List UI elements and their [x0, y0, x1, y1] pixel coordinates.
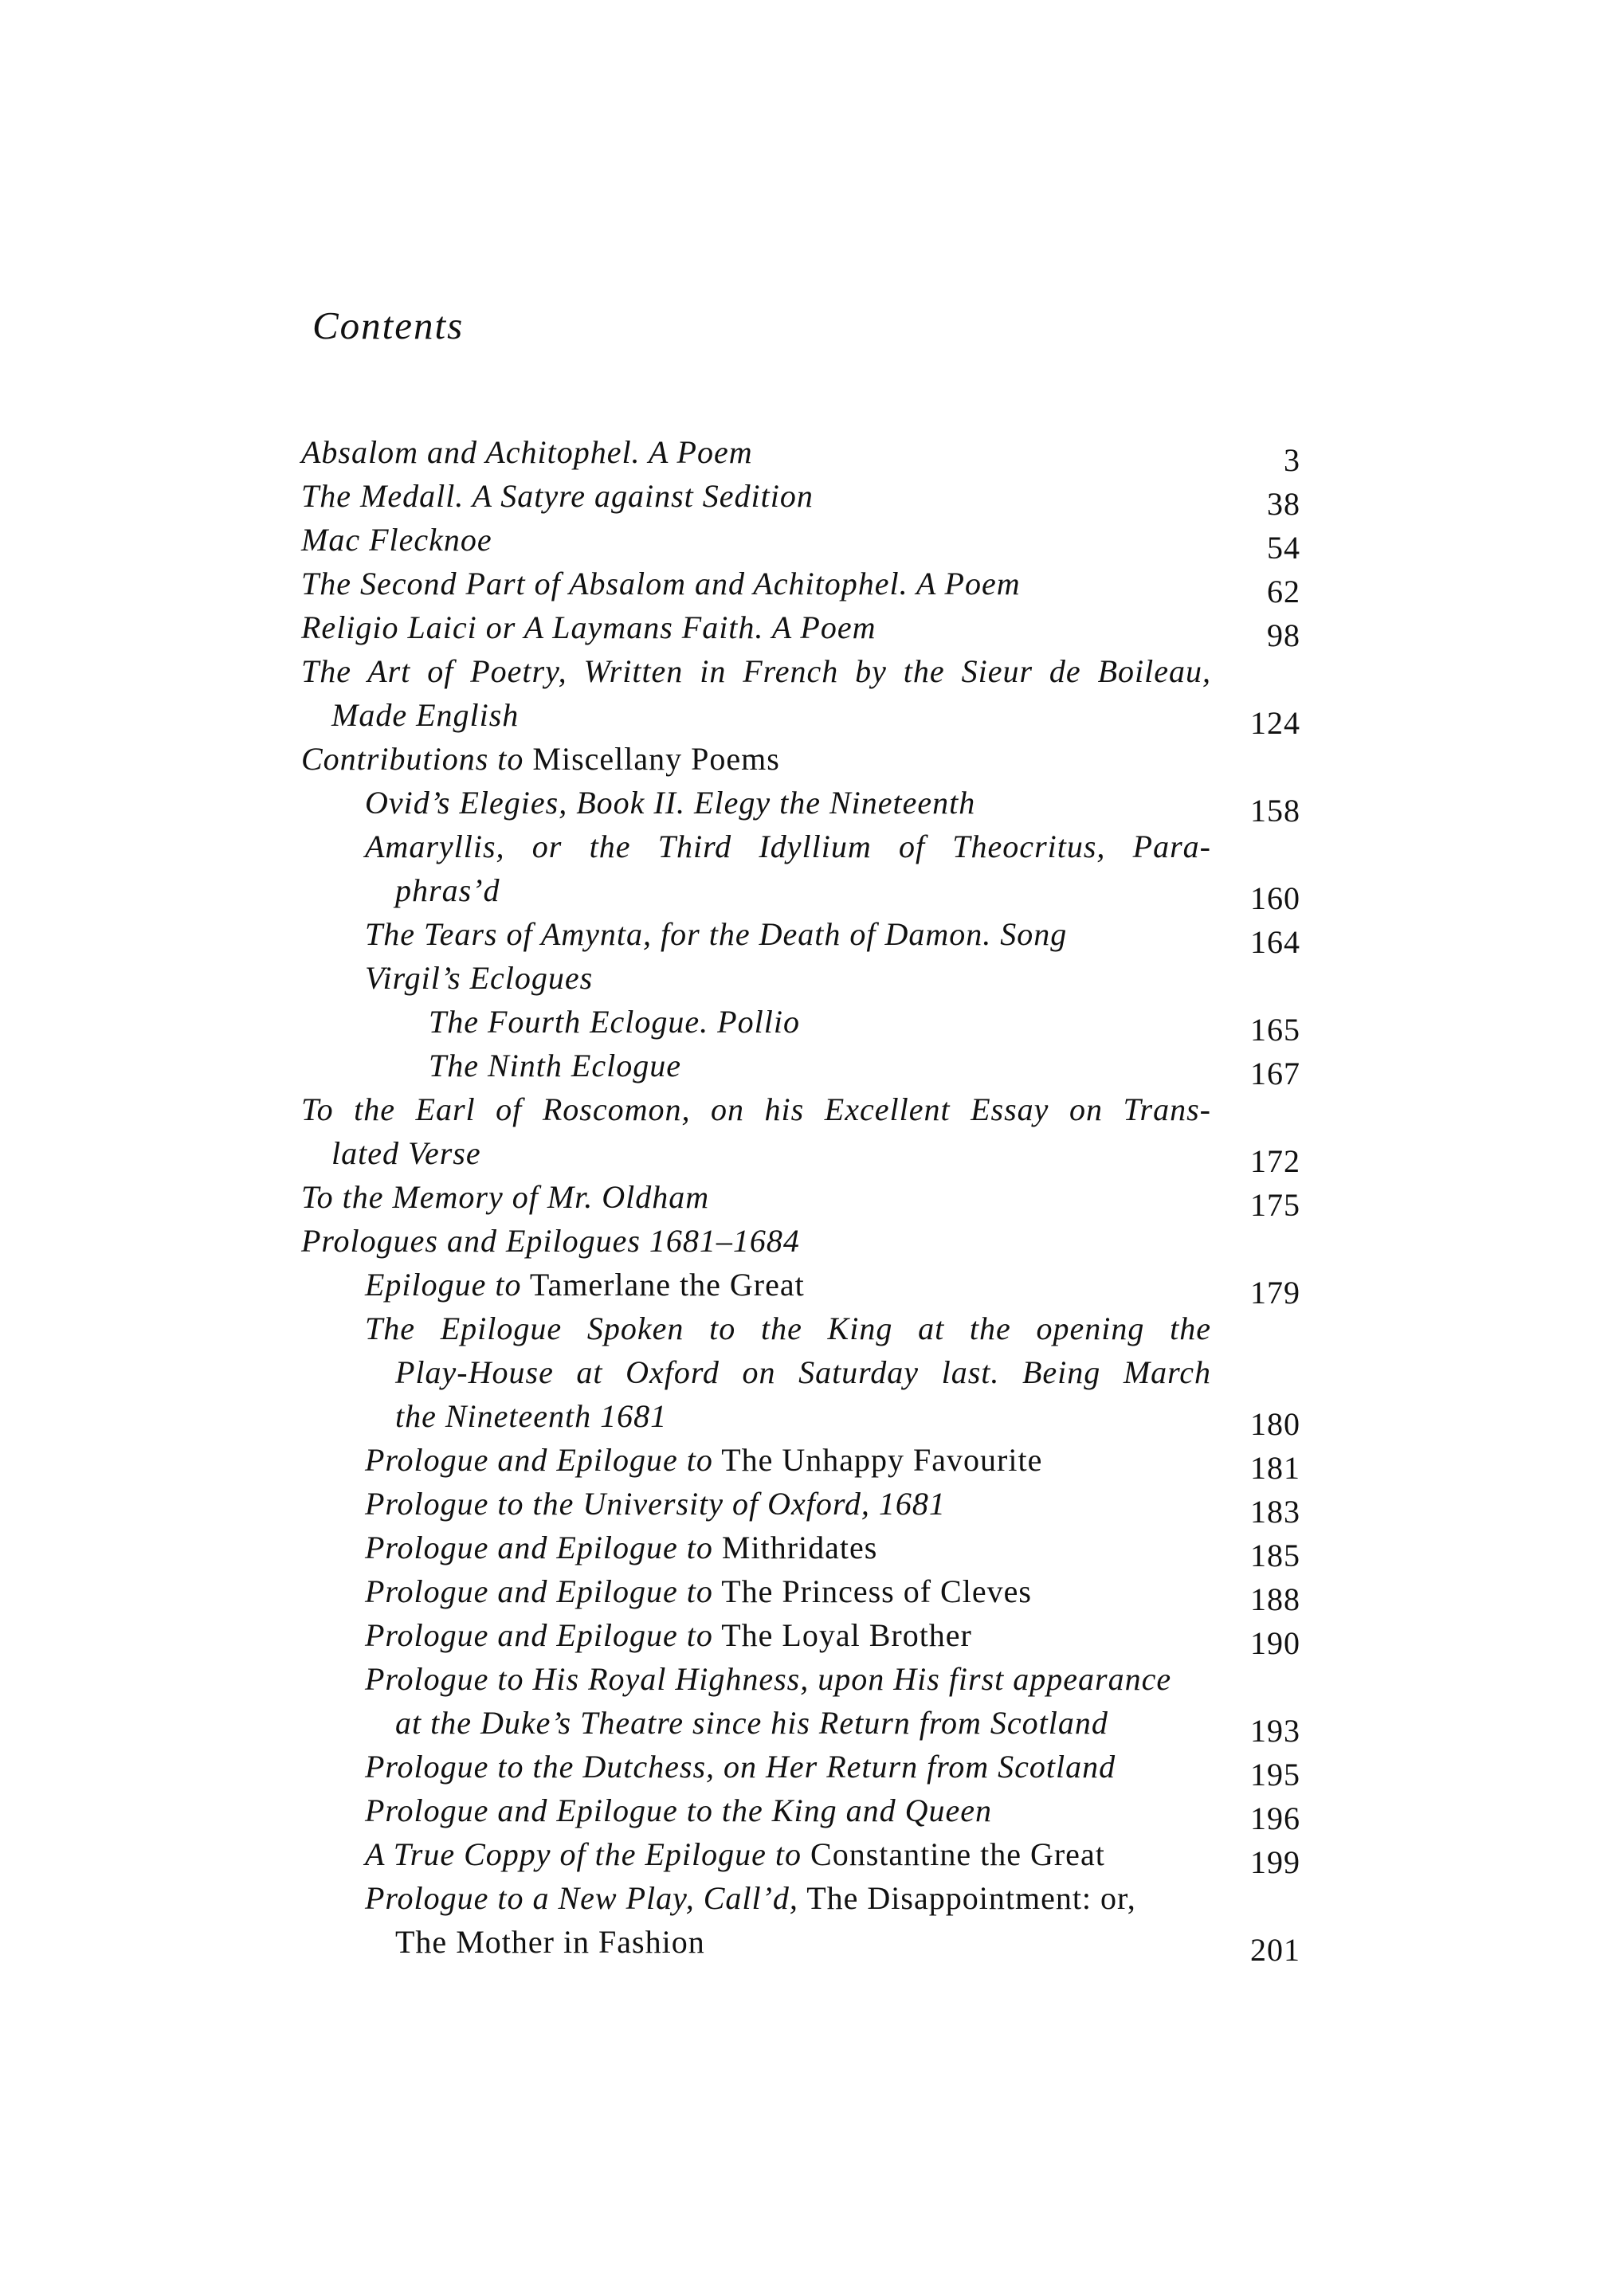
toc-entry-title: The Tears of Amynta, for the Death of Damon. Song [365, 916, 1068, 952]
toc-entry-title: Prologue to the University of Oxford, 1681 [365, 1486, 946, 1522]
toc-page-number: 180 [1250, 1406, 1300, 1442]
toc-entry[interactable] [301, 1832, 1307, 1880]
toc-entry[interactable] [301, 825, 1307, 916]
toc-entry[interactable] [301, 1175, 1307, 1223]
toc-entry-title: The Fourth Eclogue. Pollio [429, 1004, 800, 1040]
toc-page-number: 201 [1250, 1932, 1300, 1968]
toc-entry-title-roman: The Princess of Cleves [721, 1573, 1032, 1609]
toc-entry-title-italic: Prologue and Epilogue to [365, 1442, 713, 1478]
toc-section-heading [301, 956, 1307, 1000]
toc-page-number: 38 [1267, 486, 1300, 522]
toc-entry-title: The Medall. A Satyre against Sedition [301, 478, 814, 514]
toc-page-number: 190 [1250, 1625, 1300, 1661]
toc-entry[interactable] [301, 1482, 1307, 1530]
toc-page-number: 98 [1267, 617, 1300, 653]
toc-entry-title-roman: The Loyal Brother [721, 1617, 972, 1653]
toc-entry[interactable] [301, 474, 1307, 522]
toc-entry-title: Amaryllis, or the Third Idyllium of Theocritus, Para- [365, 829, 1211, 864]
toc-page-number: 172 [1250, 1143, 1300, 1179]
toc-entry[interactable] [301, 1745, 1307, 1793]
toc-entry-title: Virgil’s Eclogues [365, 960, 594, 996]
toc-entry[interactable] [301, 1307, 1307, 1442]
page-title: Contents [312, 304, 465, 347]
toc-entry-title: Prologue and Epilogue to the King and Queen [365, 1793, 992, 1828]
toc-page-number: 62 [1267, 574, 1300, 609]
toc-entry[interactable] [301, 1087, 1307, 1179]
toc-entry[interactable] [301, 605, 1307, 653]
toc-entry[interactable] [301, 1526, 1307, 1573]
toc-entry[interactable] [301, 1876, 1307, 1968]
toc-entry-title: To the Earl of Roscomon, on his Excellent Essay on Trans- [301, 1091, 1211, 1127]
toc-entry[interactable] [301, 781, 1307, 829]
toc-entry-title: Absalom and Achitophel. A Poem [301, 434, 753, 470]
toc-entry-title-roman: Mithridates [721, 1530, 878, 1565]
toc-page-number: 160 [1250, 880, 1300, 916]
toc-page-number: 164 [1250, 924, 1300, 960]
toc-entry-title-italic: Prologue to a New Play, Call’d, [365, 1880, 798, 1916]
toc-entry[interactable] [301, 1789, 1307, 1836]
toc-page-number: 179 [1250, 1275, 1300, 1311]
toc-entry-title: The Ninth Eclogue [429, 1048, 681, 1083]
toc-entry-title: To the Memory of Mr. Oldham [301, 1179, 710, 1215]
toc-entry[interactable] [301, 649, 1307, 741]
toc-entry[interactable] [301, 1044, 1307, 1091]
toc-entry-title-italic: A True Coppy of the Epilogue to [365, 1836, 802, 1872]
toc-entry-title: The Art of Poetry, Written in French by the Sieur de Boileau, [301, 653, 1211, 689]
toc-entry-title-continued: at the Duke’s Theatre since his Return from Scotland [395, 1705, 1108, 1741]
toc-page-number: 3 [1284, 442, 1300, 478]
table-of-contents [301, 430, 1307, 1968]
toc-entry-title-continued: the Nineteenth 1681 [395, 1398, 668, 1434]
toc-entry-title-italic: Prologue and Epilogue to [365, 1573, 713, 1609]
toc-entry-title: Ovid’s Elegies, Book II. Elegy the Nineteenth [365, 785, 976, 821]
toc-entry-title-roman: The Disappointment: or, [806, 1880, 1136, 1916]
toc-entry-title: Prologue to the Dutchess, on Her Return from Scotland [365, 1749, 1116, 1785]
toc-page-number: 195 [1250, 1757, 1300, 1793]
toc-page-number: 185 [1250, 1538, 1300, 1573]
toc-entry-title-roman: Tamerlane the Great [529, 1267, 805, 1303]
toc-entry[interactable] [301, 1569, 1307, 1617]
toc-entry[interactable] [301, 518, 1307, 566]
toc-entry-title: Mac Flecknoe [301, 522, 492, 558]
toc-entry-title: Prologue to His Royal Highness, upon His first appearance [365, 1661, 1172, 1697]
toc-entry[interactable] [301, 1263, 1307, 1311]
toc-page-number: 54 [1267, 530, 1300, 566]
toc-entry-title-roman: Miscellany Poems [532, 741, 780, 777]
toc-page-number: 175 [1250, 1187, 1300, 1223]
toc-entry-title-continued: Made English [331, 697, 520, 733]
toc-entry-title: Prologues and Epilogues 1681–1684 [301, 1223, 800, 1259]
toc-entry[interactable] [301, 1000, 1307, 1048]
toc-page-number: 183 [1250, 1494, 1300, 1530]
toc-entry-title-italic: Contributions to [301, 741, 524, 777]
toc-entry[interactable] [301, 430, 1307, 478]
toc-entry[interactable] [301, 562, 1307, 609]
toc-entry[interactable] [301, 912, 1307, 960]
toc-entry-title-continued: The Mother in Fashion [395, 1924, 705, 1960]
toc-entry[interactable] [301, 1613, 1307, 1661]
toc-entry[interactable] [301, 1657, 1307, 1749]
toc-entry-title-italic: Epilogue to [365, 1267, 522, 1303]
toc-page-number: 124 [1250, 705, 1300, 741]
toc-entry-title-continued: lated Verse [331, 1135, 481, 1171]
toc-entry[interactable] [301, 1438, 1307, 1486]
toc-section-heading [301, 737, 1307, 781]
toc-page-number: 193 [1250, 1713, 1300, 1749]
toc-entry-title: Religio Laici or A Laymans Faith. A Poem [301, 609, 876, 645]
toc-page-number: 158 [1250, 793, 1300, 829]
toc-entry-title-italic: Prologue and Epilogue to [365, 1530, 713, 1565]
toc-page-number: 167 [1250, 1056, 1300, 1091]
toc-page-number: 196 [1250, 1800, 1300, 1836]
toc-section-heading [301, 1219, 1307, 1263]
toc-page-number: 188 [1250, 1581, 1300, 1617]
toc-entry-title-continued: phras’d [395, 872, 500, 908]
toc-page-number: 165 [1250, 1012, 1300, 1048]
toc-page-number: 199 [1250, 1844, 1300, 1880]
toc-page-number: 181 [1250, 1450, 1300, 1486]
toc-entry-title-roman: Constantine the Great [810, 1836, 1105, 1872]
toc-entry-title-roman: The Unhappy Favourite [721, 1442, 1043, 1478]
toc-entry-title-continued: Play-House at Oxford on Saturday last. Being March [395, 1354, 1211, 1390]
toc-entry-title: The Second Part of Absalom and Achitophel. A Poem [301, 566, 1021, 601]
toc-entry-title: The Epilogue Spoken to the King at the opening the [365, 1311, 1211, 1346]
toc-entry-title-italic: Prologue and Epilogue to [365, 1617, 713, 1653]
